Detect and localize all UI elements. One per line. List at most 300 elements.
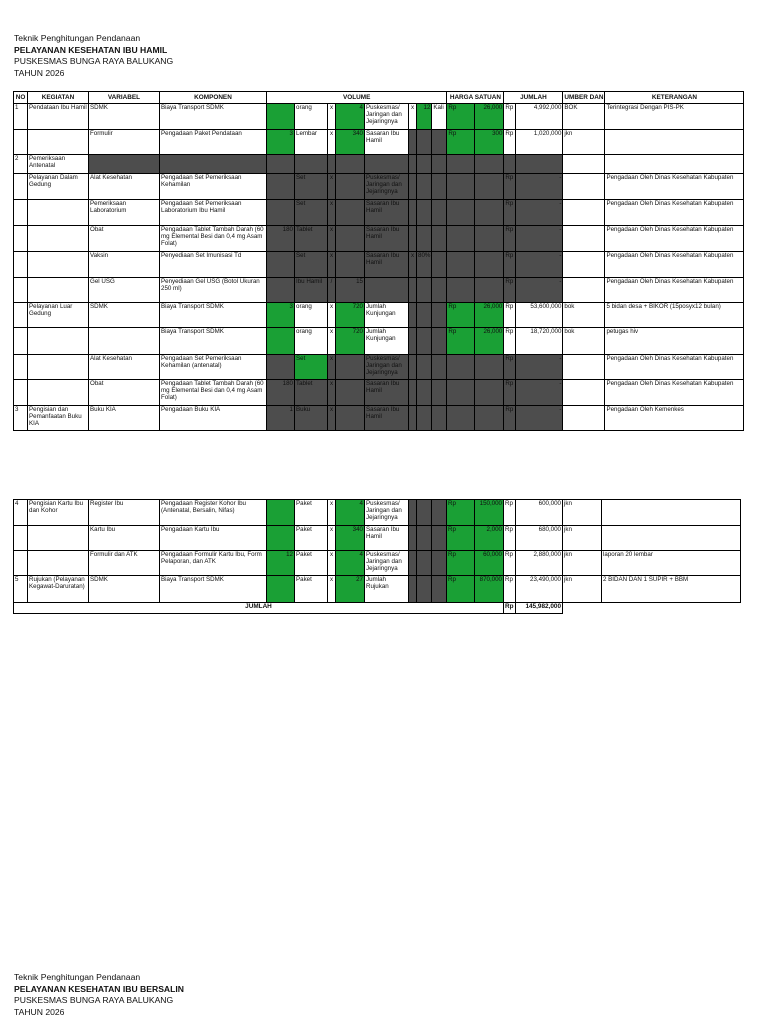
cell-q3 (417, 200, 432, 226)
table-row (14, 226, 744, 252)
cell-komponen: Biaya Transport SDMK (160, 328, 267, 355)
col-kegiatan: KEGIATAN (28, 92, 89, 104)
cell-rp1: Rp (447, 576, 475, 603)
cell-rp2: Rp (504, 576, 516, 603)
cell-x1 (328, 155, 336, 174)
cell-sat1: Lembar (295, 130, 328, 155)
cell-sat1: orang (295, 328, 328, 355)
table-row (14, 328, 744, 355)
cell-rp1 (447, 252, 475, 278)
cell-sat2: Jumlah Kunjungan (365, 303, 409, 328)
table-row (14, 303, 744, 328)
cell-x1: x (328, 226, 336, 252)
cell-sat1: Set (295, 174, 328, 200)
cell-sumber (563, 406, 605, 431)
cell-sat1: Tablet (295, 380, 328, 406)
cell-q2: 340 (336, 130, 365, 155)
cell-rp2: Rp (504, 328, 516, 355)
cell-rp2: Rp (504, 226, 516, 252)
cell-qty: 1 (267, 406, 295, 431)
cell-q2: 720 (336, 328, 365, 355)
col-komponen: KOMPONEN (160, 92, 267, 104)
cell-rp2 (504, 155, 516, 174)
cell-sat1: Set (295, 355, 328, 380)
col-keterangan: KETERANGAN (605, 92, 744, 104)
cell-no (14, 226, 28, 252)
cell-qty: 3 (267, 130, 295, 155)
cell-rp1: Rp (447, 104, 475, 130)
cell-q3 (417, 278, 432, 303)
cell-harga (475, 278, 504, 303)
cell-x1: x (328, 303, 336, 328)
cell-rp1 (447, 226, 475, 252)
cell-rp1: Rp (447, 328, 475, 355)
cell-sat2: Sasaran Ibu Hamil (365, 226, 409, 252)
cell-ket: laporan 20 lembar (602, 551, 741, 576)
cell-jumlah: - (516, 380, 563, 406)
cell-sumber (563, 380, 605, 406)
cell-sumber (563, 200, 605, 226)
cell-sumber (563, 155, 605, 174)
cell-rp1 (447, 155, 475, 174)
cell-ket (605, 130, 744, 155)
cell-x2 (409, 355, 417, 380)
cell-sat1: Paket (295, 526, 328, 551)
cell-harga: 2,000 (475, 526, 504, 551)
cell-variabel: SDMK (89, 303, 160, 328)
cell-q2 (336, 252, 365, 278)
cell-sat2: Puskesmas/ Jaringan dan Jejaringnya (365, 551, 409, 576)
budget-table-part-1 (13, 91, 744, 431)
cell-q2: 4 (336, 500, 365, 526)
cell-harga: 26,000 (475, 104, 504, 130)
cell-harga: 60,000 (475, 551, 504, 576)
cell-ket: Pengadaan Oleh Dinas Kesehatan Kabupaten (605, 226, 744, 252)
cell-sumber (563, 226, 605, 252)
cell-komponen: Pengadaan Set Pemeriksaan Kehamilan (antenatal) (160, 355, 267, 380)
cell-sat2 (365, 155, 409, 174)
cell-x2: x (409, 104, 417, 130)
cell-sat3 (432, 252, 447, 278)
cell-x2 (409, 328, 417, 355)
cell-ket: petugas hiv (605, 328, 744, 355)
cell-sat1: Set (295, 252, 328, 278)
cell-sat1: Buku (295, 406, 328, 431)
cell-sat2: Puskesmas/ Jaringan dan Jejaringnya (365, 104, 409, 130)
cell-q3 (417, 551, 432, 576)
cell-harga (475, 155, 504, 174)
cell-variabel: Buku KIA (89, 406, 160, 431)
cell-ket: Pengadaan Oleh Kemenkes (605, 406, 744, 431)
cell-sat1: orang (295, 303, 328, 328)
cell-sat1 (295, 155, 328, 174)
cell-sat1: orang (295, 104, 328, 130)
cell-qty: 180 (267, 380, 295, 406)
table-row (14, 406, 744, 431)
cell-no (14, 380, 28, 406)
total-value: 145,982,000 (516, 603, 563, 614)
cell-kegiatan (28, 526, 89, 551)
cell-no: 2 (14, 155, 28, 174)
table-header-row (14, 92, 744, 104)
table-row (14, 526, 741, 551)
cell-x1: x (328, 355, 336, 380)
cell-sat2: Jumlah Rujukan (365, 576, 409, 603)
cell-sat2: Puskesmas/ Jaringan dan Jejaringnya (365, 174, 409, 200)
cell-rp2: Rp (504, 406, 516, 431)
cell-x1: x (328, 174, 336, 200)
cell-q2: 4 (336, 551, 365, 576)
cell-x2 (409, 526, 417, 551)
cell-q3 (417, 576, 432, 603)
cell-x2 (409, 174, 417, 200)
cell-jumlah: 18,720,000 (516, 328, 563, 355)
cell-ket: Pengadaan Oleh Dinas Kesehatan Kabupaten (605, 174, 744, 200)
table-row (14, 200, 744, 226)
cell-jumlah: - (516, 278, 563, 303)
cell-no (14, 355, 28, 380)
sheet-header-ibu-bersalin (14, 972, 184, 1018)
col-harga-satuan: HARGA SATUAN (447, 92, 504, 104)
total-rp: Rp (504, 603, 516, 614)
cell-variabel: Obat (89, 226, 160, 252)
cell-no (14, 303, 28, 328)
cell-sat2: Sasaran Ibu Hamil (365, 130, 409, 155)
cell-x2 (409, 130, 417, 155)
cell-variabel: Alat Kesehatan (89, 174, 160, 200)
total-row (14, 603, 741, 614)
cell-rp1 (447, 380, 475, 406)
cell-qty (267, 576, 295, 603)
cell-x2 (409, 200, 417, 226)
cell-komponen: Pengadaan Set Pemeriksaan Kehamilan (160, 174, 267, 200)
table-row (14, 252, 744, 278)
cell-sumber: bok (563, 303, 605, 328)
cell-x1: x (328, 576, 336, 603)
cell-qty: 180 (267, 226, 295, 252)
cell-sat1: Ibu Hamil (295, 278, 328, 303)
cell-sumber: bok (563, 328, 605, 355)
cell-kegiatan: Pelayanan Dalam Gedung (28, 174, 89, 200)
cell-rp1 (447, 355, 475, 380)
cell-x2 (409, 226, 417, 252)
cell-harga: 26,000 (475, 303, 504, 328)
cell-rp1 (447, 278, 475, 303)
cell-rp2: Rp (504, 252, 516, 278)
cell-sumber: BOK (563, 104, 605, 130)
cell-rp2: Rp (504, 278, 516, 303)
cell-kegiatan (28, 355, 89, 380)
cell-jumlah: - (516, 252, 563, 278)
total-label: JUMLAH (14, 603, 504, 614)
cell-sat3 (432, 155, 447, 174)
cell-kegiatan: Pengisian Kartu Ibu dan Kohor (28, 500, 89, 526)
table-row (14, 355, 744, 380)
cell-jumlah (516, 155, 563, 174)
cell-sat1: Tablet (295, 226, 328, 252)
cell-sat3 (432, 576, 447, 603)
cell-sat3: Kali (432, 104, 447, 130)
table-row (14, 380, 744, 406)
cell-kegiatan: Pendataan Ibu Hamil (28, 104, 89, 130)
cell-harga (475, 406, 504, 431)
cell-ket: Terintegrasi Dengan PIS-PK (605, 104, 744, 130)
table-row (14, 551, 741, 576)
table-row (14, 155, 744, 174)
cell-no (14, 252, 28, 278)
cell-variabel: Kartu Ibu (89, 526, 160, 551)
cell-q3 (417, 406, 432, 431)
cell-sumber: jkn (563, 500, 602, 526)
cell-rp1: Rp (447, 303, 475, 328)
cell-ket: Pengadaan Oleh Dinas Kesehatan Kabupaten (605, 380, 744, 406)
cell-komponen: Biaya Transport SDMK (160, 104, 267, 130)
cell-jumlah: - (516, 406, 563, 431)
cell-sat2: Puskesmas/ Jaringan dan Jejaringnya (365, 500, 409, 526)
cell-variabel (89, 328, 160, 355)
cell-no (14, 551, 28, 576)
cell-sat3 (432, 278, 447, 303)
cell-rp1 (447, 200, 475, 226)
cell-x1: / (328, 278, 336, 303)
cell-x1: x (328, 406, 336, 431)
cell-sat3 (432, 328, 447, 355)
cell-q2: 4 (336, 104, 365, 130)
cell-variabel: Gel USG (89, 278, 160, 303)
cell-rp2: Rp (504, 303, 516, 328)
cell-qty (267, 252, 295, 278)
cell-sat3 (432, 200, 447, 226)
cell-qty (267, 328, 295, 355)
cell-sat1: Paket (295, 551, 328, 576)
cell-sat2: Jumlah Kunjungan (365, 328, 409, 355)
budget-table-part-2 (13, 499, 741, 614)
cell-sat3 (432, 500, 447, 526)
cell-rp2: Rp (504, 380, 516, 406)
cell-no: 3 (14, 406, 28, 431)
cell-q3 (417, 355, 432, 380)
cell-rp2: Rp (504, 130, 516, 155)
cell-qty (267, 500, 295, 526)
cell-harga (475, 226, 504, 252)
cell-x1: x (328, 200, 336, 226)
cell-rp2: Rp (504, 200, 516, 226)
cell-q3 (417, 380, 432, 406)
cell-kegiatan (28, 328, 89, 355)
header-title: PELAYANAN KESEHATAN IBU BERSALIN (14, 983, 184, 994)
cell-rp2: Rp (504, 355, 516, 380)
table-row (14, 104, 744, 130)
col-no: NO (14, 92, 28, 104)
cell-variabel: Obat (89, 380, 160, 406)
cell-q2 (336, 155, 365, 174)
cell-q3 (417, 303, 432, 328)
cell-sat3 (432, 406, 447, 431)
cell-no (14, 174, 28, 200)
cell-q3 (417, 526, 432, 551)
cell-x2 (409, 500, 417, 526)
cell-variabel: Register Ibu (89, 500, 160, 526)
header-year: TAHUN 2026 (14, 1006, 65, 1017)
cell-x2 (409, 278, 417, 303)
cell-kegiatan: Pelayanan Luar Gedung (28, 303, 89, 328)
cell-ket: 5 bidan desa + BIKOR (15posyx12 bulan) (605, 303, 744, 328)
cell-sat2 (365, 278, 409, 303)
cell-sat3 (432, 174, 447, 200)
cell-komponen: Pengadaan Paket Pendataan (160, 130, 267, 155)
cell-komponen (160, 155, 267, 174)
cell-komponen: Pengadaan Formulir Kartu Ibu, Form Pelaporan, dan ATK (160, 551, 267, 576)
cell-x1: x (328, 252, 336, 278)
cell-q2: 340 (336, 526, 365, 551)
cell-kegiatan: Rujukan (Pelayanan Kegawat-Daruratan) (28, 576, 89, 603)
cell-x1: x (328, 130, 336, 155)
cell-komponen: Biaya Transport SDMK (160, 303, 267, 328)
cell-rp1: Rp (447, 526, 475, 551)
cell-q3 (417, 130, 432, 155)
table-row (14, 278, 744, 303)
cell-jumlah: 600,000 (516, 500, 563, 526)
cell-sat3 (432, 303, 447, 328)
col-jumlah: JUMLAH (504, 92, 563, 104)
cell-x2 (409, 406, 417, 431)
table-row (14, 576, 741, 603)
cell-no: 5 (14, 576, 28, 603)
cell-jumlah: 53,600,000 (516, 303, 563, 328)
cell-komponen: Pengadaan Kartu Ibu (160, 526, 267, 551)
cell-komponen: Pengadaan Set Pemeriksaan Laboratorium Ibu Hamil (160, 200, 267, 226)
cell-rp2: Rp (504, 551, 516, 576)
cell-ket (605, 155, 744, 174)
cell-sat3 (432, 130, 447, 155)
cell-sat2: Sasaran Ibu Hamil (365, 252, 409, 278)
header-subtitle: Teknik Penghitungan Pendanaan (14, 972, 141, 982)
cell-q3 (417, 328, 432, 355)
cell-q2 (336, 174, 365, 200)
cell-x1: x (328, 328, 336, 355)
cell-q2 (336, 200, 365, 226)
cell-sat1: Paket (295, 500, 328, 526)
cell-jumlah: 2,880,000 (516, 551, 563, 576)
cell-sumber: jkn (563, 130, 605, 155)
cell-sumber (563, 252, 605, 278)
cell-no (14, 328, 28, 355)
cell-q3 (417, 226, 432, 252)
cell-sumber (563, 174, 605, 200)
cell-q2 (336, 380, 365, 406)
cell-q3: 12 (417, 104, 432, 130)
cell-no (14, 130, 28, 155)
cell-sumber (563, 355, 605, 380)
sheet-header-ibu-hamil (14, 33, 173, 79)
cell-q2: 15 (336, 278, 365, 303)
cell-sat2: Sasaran Ibu Hamil (365, 526, 409, 551)
cell-kegiatan (28, 252, 89, 278)
cell-sat2: Puskesmas/ Jaringan dan Jejaringnya (365, 355, 409, 380)
cell-qty (267, 174, 295, 200)
cell-komponen: Penyediaan Set Imunisasi Td (160, 252, 267, 278)
cell-rp1: Rp (447, 551, 475, 576)
cell-komponen: Penyediaan Gel USG (Botol Ukuran 250 ml) (160, 278, 267, 303)
cell-sat3 (432, 380, 447, 406)
cell-ket: Pengadaan Oleh Dinas Kesehatan Kabupaten (605, 355, 744, 380)
cell-kegiatan: Pengisian dan Pemanfaatan Buku KIA (28, 406, 89, 431)
table-row (14, 174, 744, 200)
cell-ket (602, 500, 741, 526)
cell-x2: x (409, 252, 417, 278)
cell-rp2: Rp (504, 174, 516, 200)
cell-variabel: Vaksin (89, 252, 160, 278)
header-subtitle: Teknik Penghitungan Pendanaan (14, 33, 141, 43)
cell-variabel: SDMK (89, 576, 160, 603)
cell-sat3 (432, 355, 447, 380)
cell-kegiatan (28, 551, 89, 576)
cell-rp2: Rp (504, 104, 516, 130)
cell-harga (475, 380, 504, 406)
cell-qty: 3 (267, 303, 295, 328)
cell-no (14, 526, 28, 551)
cell-jumlah: - (516, 200, 563, 226)
table-row (14, 130, 744, 155)
cell-kegiatan: Pemeriksaan Antenatal (28, 155, 89, 174)
cell-q2: 720 (336, 303, 365, 328)
cell-jumlah: - (516, 174, 563, 200)
cell-harga (475, 174, 504, 200)
cell-sat2: Sasaran Ibu Hamil (365, 406, 409, 431)
cell-qty (267, 155, 295, 174)
cell-ket: Pengadaan Oleh Dinas Kesehatan Kabupaten (605, 278, 744, 303)
cell-ket: Pengadaan Oleh Dinas Kesehatan Kabupaten (605, 252, 744, 278)
cell-kegiatan (28, 226, 89, 252)
cell-sumber: jkn (563, 551, 602, 576)
cell-rp1 (447, 174, 475, 200)
cell-rp1: Rp (447, 130, 475, 155)
cell-variabel: Pemeriksaan Laboratorium (89, 200, 160, 226)
cell-komponen: Pengadaan Tablet Tambah Darah (60 mg Elemental Besi dan 0,4 mg Asam Folat) (160, 226, 267, 252)
cell-ket: Pengadaan Oleh Dinas Kesehatan Kabupaten (605, 200, 744, 226)
cell-jumlah: 4,992,000 (516, 104, 563, 130)
cell-harga (475, 355, 504, 380)
cell-komponen: Pengadaan Buku KIA (160, 406, 267, 431)
cell-kegiatan (28, 200, 89, 226)
cell-ket: 2 BIDAN DAN 1 SUPIR + BBM (602, 576, 741, 603)
cell-kegiatan (28, 130, 89, 155)
cell-harga: 150,000 (475, 500, 504, 526)
cell-sat2: Sasaran Ibu Hamil (365, 200, 409, 226)
cell-qty (267, 104, 295, 130)
cell-harga: 870,000 (475, 576, 504, 603)
col-sumber-dana: UMBER DAN (563, 92, 605, 104)
cell-variabel: Formulir dan ATK (89, 551, 160, 576)
cell-x1: x (328, 104, 336, 130)
cell-variabel: SDMK (89, 104, 160, 130)
cell-x2 (409, 155, 417, 174)
cell-harga (475, 252, 504, 278)
cell-komponen: Pengadaan Tablet Tambah Darah (60 mg Elemental Besi dan 0,4 mg Asam Folat) (160, 380, 267, 406)
cell-harga (475, 200, 504, 226)
cell-x1: x (328, 500, 336, 526)
cell-kegiatan (28, 278, 89, 303)
cell-q2 (336, 355, 365, 380)
cell-sat2: Sasaran Ibu Hamil (365, 380, 409, 406)
cell-sumber (563, 278, 605, 303)
cell-qty (267, 355, 295, 380)
cell-variabel (89, 155, 160, 174)
header-title: PELAYANAN KESEHATAN IBU HAMIL (14, 44, 168, 55)
cell-jumlah: 1,020,000 (516, 130, 563, 155)
cell-q2 (336, 226, 365, 252)
cell-qty (267, 526, 295, 551)
